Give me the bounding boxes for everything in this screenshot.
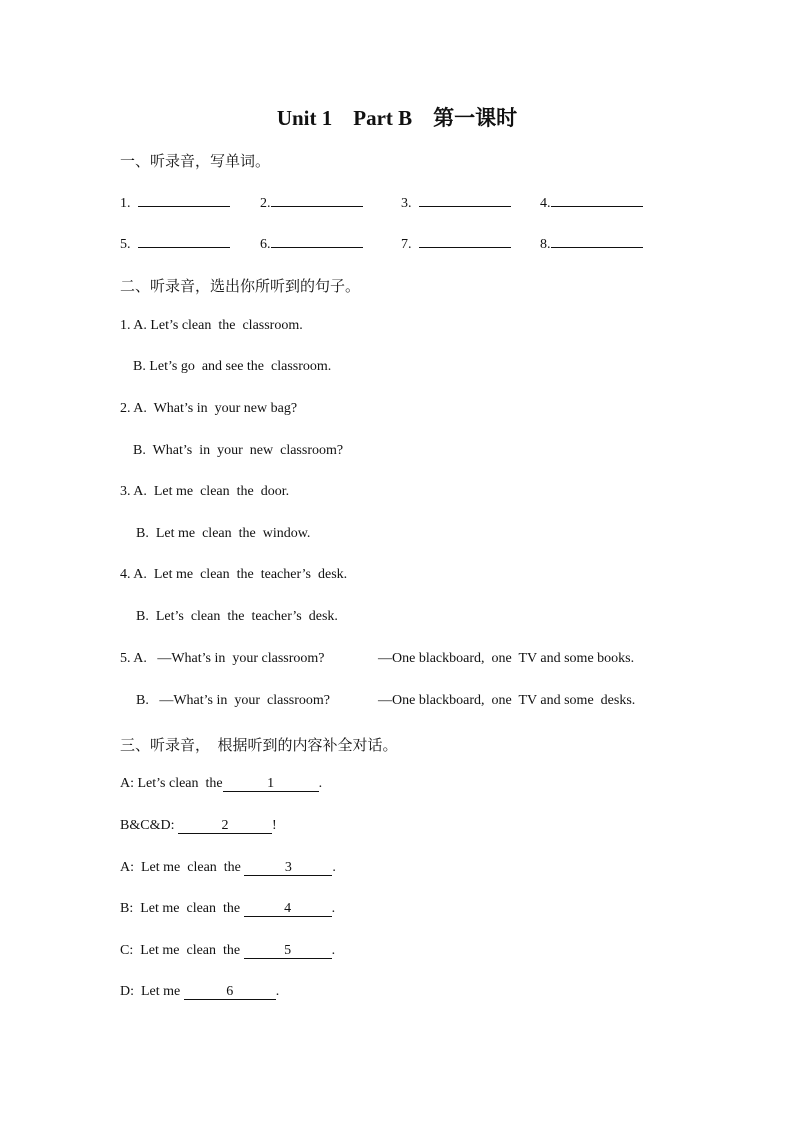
- word-item-5: [120, 233, 230, 253]
- dialogue-line-bcd: [120, 818, 277, 834]
- question-5-option-a: 5. A. —What’s in your classroom?: [120, 651, 325, 666]
- section-2-heading: 二、听录音，选出你所听到的句子。: [120, 279, 361, 295]
- question-3-option-b: B. Let me clean the window.: [136, 526, 311, 541]
- answer-blank[interactable]: [551, 233, 643, 248]
- item-number: 7.: [401, 237, 412, 252]
- dialogue-prefix: B&C&D:: [120, 818, 178, 833]
- page-title: Unit 1 Part B 第一课时: [276, 106, 518, 130]
- dialogue-suffix: .: [318, 776, 323, 791]
- question-3-option-a: 3. A. Let me clean the door.: [120, 484, 290, 499]
- dialogue-blank[interactable]: 3: [244, 860, 332, 876]
- dialogue-blank[interactable]: 4: [244, 901, 332, 917]
- item-number: 2.: [260, 196, 271, 211]
- dialogue-line-d: [120, 984, 279, 1000]
- dialogue-line-a2: [120, 860, 336, 876]
- item-number: 1.: [120, 196, 131, 211]
- answer-blank[interactable]: [419, 192, 511, 207]
- dialogue-suffix: .: [332, 860, 336, 875]
- dialogue-prefix: B: Let me clean the: [120, 901, 244, 916]
- dialogue-suffix: .: [275, 984, 280, 999]
- dialogue-prefix: A: Let’s clean the: [120, 776, 223, 791]
- word-item-3: [401, 192, 511, 212]
- answer-blank[interactable]: [271, 192, 363, 207]
- item-number: 3.: [401, 196, 412, 211]
- dialogue-blank[interactable]: 2: [178, 818, 272, 834]
- word-item-2: [260, 192, 363, 212]
- question-5-option-b-reply: —One blackboard, one TV and some desks.: [378, 693, 636, 708]
- dialogue-suffix: .: [331, 943, 336, 958]
- dialogue-suffix: .: [331, 901, 336, 916]
- dialogue-blank[interactable]: 6: [184, 984, 276, 1000]
- question-4-option-b: B. Let’s clean the teacher’s desk.: [136, 609, 338, 624]
- word-item-6: [260, 233, 363, 253]
- dialogue-prefix: D: Let me: [120, 984, 184, 999]
- dialogue-prefix: A: Let me clean the: [120, 860, 245, 875]
- answer-blank[interactable]: [419, 233, 511, 248]
- answer-blank[interactable]: [138, 233, 230, 248]
- question-5-option-a-reply: —One blackboard, one TV and some books.: [378, 651, 635, 666]
- dialogue-suffix: !: [271, 818, 277, 833]
- question-2-option-b: B. What’s in your new classroom?: [133, 443, 344, 458]
- section-1-heading: 一、听录音，写单词。: [120, 154, 271, 170]
- question-5-option-b: B. —What’s in your classroom?: [136, 693, 331, 708]
- word-item-1: [120, 192, 230, 212]
- dialogue-line-a1: [120, 776, 322, 792]
- section-3-heading: 三、听录音， 根据听到的内容补全对话。: [120, 738, 398, 754]
- answer-blank[interactable]: [138, 192, 230, 207]
- dialogue-blank[interactable]: 5: [244, 943, 332, 959]
- dialogue-line-c: [120, 943, 335, 959]
- item-number: 6.: [260, 237, 271, 252]
- question-1-option-b: B. Let’s go and see the classroom.: [133, 359, 332, 374]
- item-number: 8.: [540, 237, 551, 252]
- word-item-4: [540, 192, 643, 212]
- dialogue-prefix: C: Let me clean the: [120, 943, 244, 958]
- word-item-8: [540, 233, 643, 253]
- dialogue-line-b: [120, 901, 335, 917]
- question-1-option-a: 1. A. Let’s clean the classroom.: [120, 318, 303, 333]
- dialogue-blank[interactable]: 1: [223, 776, 319, 792]
- question-2-option-a: 2. A. What’s in your new bag?: [120, 401, 298, 416]
- answer-blank[interactable]: [551, 192, 643, 207]
- answer-blank[interactable]: [271, 233, 363, 248]
- question-4-option-a: 4. A. Let me clean the teacher’s desk.: [120, 567, 348, 582]
- item-number: 4.: [540, 196, 551, 211]
- item-number: 5.: [120, 237, 131, 252]
- word-item-7: [401, 233, 511, 253]
